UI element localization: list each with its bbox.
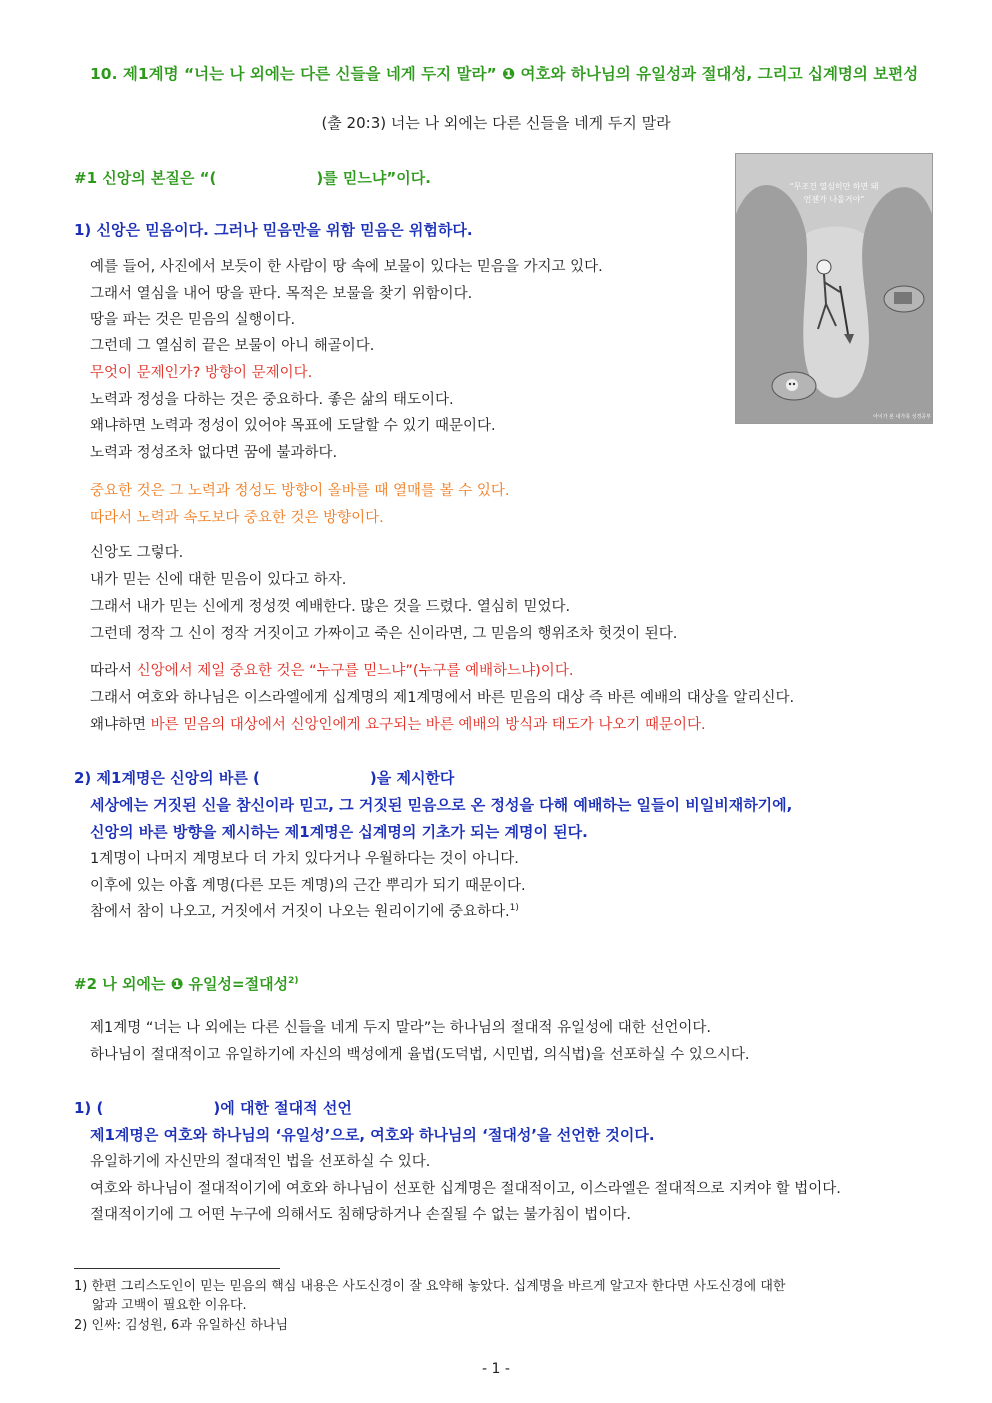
footnote-2: 2) 인싸: 김성원, 6과 유일하신 하나님 — [74, 1318, 289, 1333]
heading-text-b: )를 믿느냐”이다. — [316, 169, 431, 187]
bold-blue-line: 신앙의 바른 방향을 제시하는 제1계명은 십계명의 기초가 되는 계명이 된다. — [90, 823, 588, 841]
paragraph-line: 노력과 정성을 다하는 것은 중요하다. 좋은 삶의 태도이다. — [90, 392, 454, 408]
paragraph-line: 절대적이기에 그 어떤 누구에 의해서도 침해당하거나 손질될 수 없는 불가침이 법이다. — [90, 1207, 631, 1223]
emphasis-orange-line: 따라서 노력과 속도보다 중요한 것은 방향이다. — [90, 510, 384, 526]
paragraph-line: 유일하기에 자신만의 절대적인 법을 선포하실 수 있다. — [90, 1154, 431, 1170]
heading-text-a: 1) ( — [74, 1099, 104, 1117]
scripture-verse: (출 20:3) 너는 나 외에는 다른 신들을 네게 두지 말라 — [321, 114, 671, 132]
footnote-ref-1[interactable]: 1) — [509, 903, 519, 914]
section-1-heading — [74, 168, 431, 188]
paragraph-line-because — [90, 715, 706, 735]
page-number: - 1 - — [482, 1361, 510, 1377]
footnote-ref-2[interactable]: 2) — [288, 976, 299, 986]
text-plain: 참에서 참이 나오고, 거짓에서 거짓이 나오는 원리이기에 중요하다. — [90, 904, 510, 920]
emphasis-red-line: 무엇이 문제인가? 방향이 문제이다. — [90, 365, 313, 381]
text-red: 신앙에서 제일 중요한 것은 “누구를 믿느냐”(누구를 예배하느냐)이다. — [136, 663, 574, 679]
footnote-divider — [74, 1268, 280, 1269]
illustration-drawing — [736, 154, 932, 423]
paragraph-line: 제1계명 “너는 나 외에는 다른 신들을 네게 두지 말라”는 하나님의 절대적 유일성에 대한 선언이다. — [90, 1020, 712, 1036]
paragraph-line: 이후에 있는 아홉 계명(다른 모든 계명)의 근간 뿌리가 되기 때문이다. — [90, 878, 526, 894]
heading-text-b: )을 제시한다 — [369, 769, 455, 787]
paragraph-line: 그래서 열심을 내어 땅을 판다. 목적은 보물을 찾기 위함이다. — [90, 286, 473, 302]
bold-blue-line: 제1계명은 여호와 하나님의 ‘유일성’으로, 여호와 하나님의 ‘절대성’을 선언한 것이다. — [90, 1126, 655, 1144]
text-plain: 왜냐하면 — [90, 717, 151, 733]
paragraph-line: 그런데 그 열심히 끝은 보물이 아니 해골이다. — [90, 338, 375, 354]
footnote-1: 1) 한편 그리스도인이 믿는 믿음의 핵심 내용은 사도신경이 잘 요약해 놓았다. 십계명을 바르게 알고자 한다면 사도신경에 대한 — [74, 1279, 786, 1294]
section-1-subheading-2 — [74, 768, 454, 788]
paragraph-line: 왜냐하면 노력과 정성이 있어야 목표에 도달할 수 있기 때문이다. — [90, 418, 496, 434]
paragraph-line: 하나님이 절대적이고 유일하기에 자신의 백성에게 율법(도덕법, 시민법, 의식법)을 선포하실 수 있으시다. — [90, 1047, 750, 1063]
paragraph-line: 신앙도 그렇다. — [90, 545, 184, 561]
paragraph-line: 그래서 여호와 하나님은 이스라엘에게 십계명의 제1계명에서 바른 믿음의 대상 즉 바른 예배의 대상을 알리신다. — [90, 690, 795, 706]
footnote-1-continued: 앎과 고백이 필요한 이유다. — [92, 1298, 247, 1313]
paragraph-line: 예를 들어, 사진에서 보듯이 한 사람이 땅 속에 보물이 있다는 믿음을 가지고 있다. — [90, 259, 603, 275]
text-plain: 따라서 — [90, 663, 137, 679]
paragraph-line: 땅을 파는 것은 믿음의 실행이다. — [90, 312, 296, 328]
illustration-credit: 아이가 본 내가족 성경공부 — [873, 414, 931, 420]
section-2-subheading-1 — [74, 1098, 352, 1118]
paragraph-line: 그런데 정작 그 신이 정작 거짓이고 가짜이고 죽은 신이라면, 그 믿음의 행위조차 헛것이 된다. — [90, 626, 678, 642]
paragraph-line: 여호와 하나님이 절대적이기에 여호와 하나님이 선포한 십계명은 절대적이고, 이스라엘은 절대적으로 지켜야 할 법이다. — [90, 1181, 841, 1197]
emphasis-orange-line: 중요한 것은 그 노력과 정성도 방향이 올바를 때 열매를 볼 수 있다. — [90, 483, 510, 499]
paragraph-line: 내가 믿는 신에 대한 믿음이 있다고 하자. — [90, 572, 347, 588]
paragraph-line: 노력과 정성조차 없다면 꿈에 불과하다. — [90, 445, 338, 461]
heading-text: #2 나 외에는 ❶ 유일성=절대성 — [74, 975, 289, 993]
heading-text-a: #1 신앙의 본질은 “( — [74, 169, 217, 187]
digging-illustration — [735, 153, 933, 424]
section-1-subheading-1: 1) 신앙은 믿음이다. 그러나 믿음만을 위함 믿음은 위험하다. — [74, 221, 473, 239]
illustration-caption-1: “무조건 열심히만 하면 돼 — [789, 182, 879, 191]
text-red: 바른 믿음의 대상에서 신앙인에게 요구되는 바른 예배의 방식과 태도가 나오기 때문이다. — [150, 717, 706, 733]
heading-text-a: 2) 제1계명은 신앙의 바른 ( — [74, 769, 260, 787]
paragraph-line — [90, 902, 519, 922]
bold-blue-line: 세상에는 거짓된 신을 참신이라 믿고, 그 거짓된 믿음으로 온 정성을 다해 예배하는 일들이 비일비재하기에, — [90, 796, 793, 814]
document-title: 10. 제1계명 “너는 나 외에는 다른 신들을 네게 두지 말라” ❶ 여호와 하나님의 유일성과 절대성, 그리고 십계명의 보편성 — [90, 65, 919, 83]
illustration-caption-2: 언젠가 나올거야” — [803, 195, 865, 204]
paragraph-line: 그래서 내가 믿는 신에게 정성껏 예배한다. 많은 것을 드렸다. 열심히 믿었다. — [90, 599, 571, 615]
heading-text-b: )에 대한 절대적 선언 — [213, 1099, 352, 1117]
paragraph-line-therefore — [90, 661, 573, 681]
paragraph-line: 1계명이 나머지 계명보다 더 가치 있다거나 우월하다는 것이 아니다. — [90, 851, 519, 867]
section-2-heading — [74, 974, 298, 994]
